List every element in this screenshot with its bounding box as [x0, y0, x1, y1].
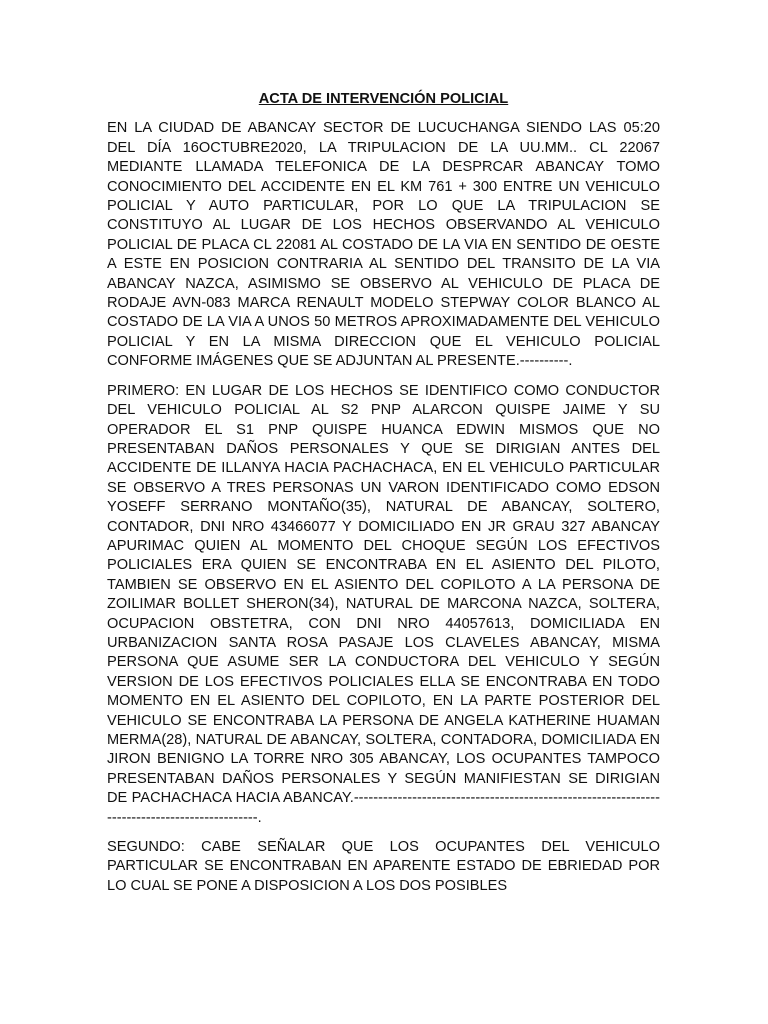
document-body: [107, 90, 660, 906]
document-title: ACTA DE INTERVENCIÓN POLICIAL: [258, 91, 509, 107]
paragraph-primero: PRIMERO: EN LUGAR DE LOS HECHOS SE IDENTIFICO COMO CONDUCTOR DEL VEHICULO POLICIAL AL S2 PNP ALARCON QUISPE JAIME Y SU OPERADOR EL S1 PNP QUISPE HUANCA EDWIN MISMOS QUE NO PRESENTABAN DAÑOS PERSONALES Y QUE SE DIRIGIAN ANTES DEL ACCIDENTE DE ILLANYA HACIA PACHACHACA, EN EL VEHICULO PARTICULAR SE OBSERVO A TRES PERSONAS UN VARON IDENTIFICADO COMO EDSON YOSEFF SERRANO MONTAÑO(35), NATURAL DE ABANCAY, SOLTERO, CONTADOR, DNI NRO 43466077 Y DOMICILIADO EN JR GRAU 327 ABANCAY APURIMAC QUIEN AL MOMENTO DEL CHOQUE SEGÚN LOS EFECTIVOS POLICIALES ERA QUIEN SE ENCONTRABA EN EL ASIENTO DEL PILOTO, TAMBIEN SE OBSERVO EN EL ASIENTO DEL COPILOTO A LA PERSONA DE ZOILIMAR BOLLET SHERON(34), NATURAL DE MARCONA NAZCA, SOLTERA, OCUPACION OBSTETRA, CON DNI NRO 44057613, DOMICILIADA EN URBANIZACION SANTA ROSA PASAJE LOS CLAVELES ABANCAY, MISMA PERSONA QUE ASUME SER LA CONDUCTORA DEL VEHICULO Y SEGÚN VERSION DE LOS EFECTIVOS POLICIALES ELLA SE ENCONTRABA EN TODO MOMENTO EN EL ASIENTO DEL COPILOTO, EN LA PARTE POSTERIOR DEL VEHICULO SE ENCONTRABA LA PERSONA DE ANGELA KATHERINE HUAMAN MERMA(28), NATURAL DE ABANCAY, SOLTERA, CONTADORA, DOMICILIADA EN JIRON BENIGNO LA TORRE NRO 305 ABANCAY, LOS OCUPANTES TAMPOCO PRESENTABAN DAÑOS PERSONALES Y SEGÚN MANIFIESTAN SE DIRIGIAN DE PACHACHACA HACIA ABANCAY.----------------------------------------------------------------------------------------------.: [107, 382, 660, 826]
paragraph-intro: EN LA CIUDAD DE ABANCAY SECTOR DE LUCUCHANGA SIENDO LAS 05:20 DEL DÍA 16OCTUBRE2020, LA TRIPULACION DE LA UU.MM.. CL 22067 MEDIANTE LLAMADA TELEFONICA DE LA DESPRCAR ABANCAY TOMO CONOCIMIENTO DEL ACCIDENTE EN EL KM 761 + 300 ENTRE UN VEHICULO POLICIAL Y AUTO PARTICULAR, POR LO QUE LA TRIPULACION SE CONSTITUYO AL LUGAR DE LOS HECHOS OBSERVANDO AL VEHICULO POLICIAL DE PLACA CL 22081 AL COSTADO DE LA VIA EN SENTIDO DE OESTE A ESTE EN POSICION CONTRARIA AL SENTIDO DEL TRANSITO DE LA VIA ABANCAY NAZCA, ASIMISMO SE OBSERVO AL VEHICULO DE PLACA DE RODAJE AVN-083 MARCA RENAULT MODELO STEPWAY COLOR BLANCO AL COSTADO DE LA VIA A UNOS 50 METROS APROXIMADAMENTE DEL VEHICULO POLICIAL Y EN LA MISMA DIRECCION QUE EL VEHICULO POLICIAL CONFORME IMÁGENES QUE SE ADJUNTAN AL PRESENTE.----------.: [107, 120, 660, 370]
paragraph-segundo: SEGUNDO: CABE SEÑALAR QUE LOS OCUPANTES DEL VEHICULO PARTICULAR SE ENCONTRABAN EN APARENTE ESTADO DE EBRIEDAD POR LO CUAL SE PONE A DISPOSICION A LOS DOS POSIBLES: [107, 839, 660, 894]
